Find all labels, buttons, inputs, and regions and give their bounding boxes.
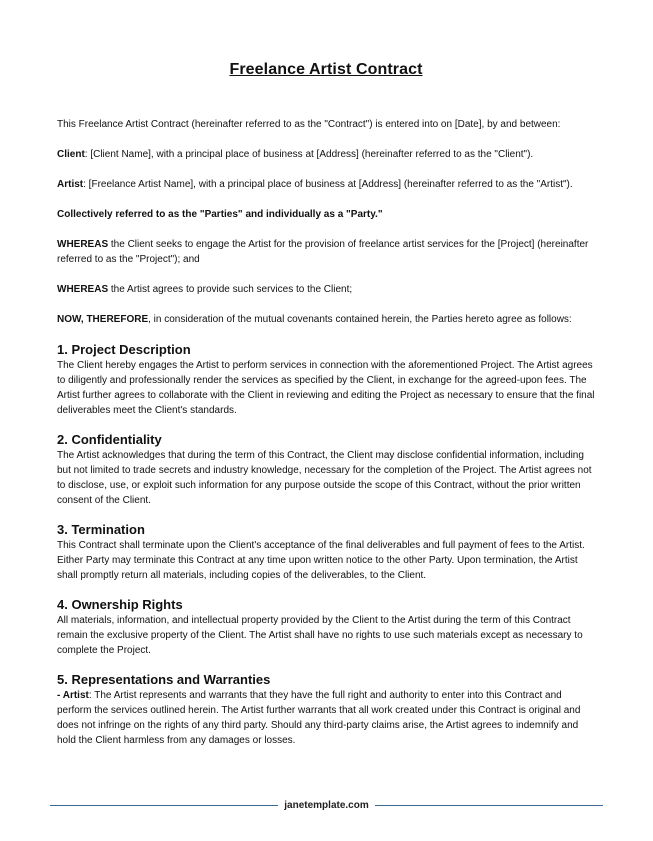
whereas-paragraph-2 [57, 282, 595, 297]
section-heading-termination: 3. Termination [57, 522, 145, 537]
section-body-ownership-rights: All materials, information, and intellectual property provided by the Client to the Artist during the term of this Contract remain the exclusive property of the Client. The Artist shall have no rights to use such materials except as necessary to complete the Project. [57, 615, 583, 656]
footer [50, 798, 603, 812]
section-body-representations-warranties [57, 688, 595, 748]
client-label: Client [57, 149, 85, 160]
whereas-paragraph-1 [57, 237, 595, 267]
section-heading-representations-warranties: 5. Representations and Warranties [57, 672, 271, 687]
now-therefore-label: NOW, THEREFORE [57, 314, 149, 325]
whereas-label-2: WHEREAS [57, 284, 109, 295]
footer-brand[interactable]: janetemplate.com [284, 799, 369, 811]
section-body-confidentiality: The Artist acknowledges that during the term of this Contract, the Client may disclose confidential information, including but not limited to trade secrets and industry knowledge, necessary for the completion of the Project. The Artist agrees not to disclose, use, or exploit such information for any purpose outside the scope of this Contract, without the prior written consent of the Client. [57, 450, 592, 506]
whereas-text-2: the Artist agrees to provide such services to the Client; [108, 284, 353, 295]
artist-warranty-label: - Artist [57, 690, 89, 701]
now-therefore-paragraph [57, 312, 595, 327]
artist-warranty-text: : The Artist represents and warrants that they have the full right and authority to enter into this Contract and perform the services outlined herein. The Artist further warrants that all work created under this Contract is original and does not infringe on the rights of any third party. Should any third-party claims arise, the Artist agrees to indemnify and hold the Client harmless from any damages or losses. [57, 690, 581, 746]
collectively-paragraph: Collectively referred to as the "Parties" and individually as a "Party." [57, 209, 383, 220]
client-text: : [Client Name], with a principal place of business at [Address] (hereinafter referred to as the "Client"). [84, 149, 534, 160]
footer-divider-left [50, 805, 278, 806]
whereas-text-1: the Client seeks to engage the Artist for the provision of freelance artist services for the [Project] (hereinafter referred to as the "Project"); and [57, 239, 589, 265]
section-heading-confidentiality: 2. Confidentiality [57, 432, 162, 447]
artist-label: Artist [57, 179, 84, 190]
artist-paragraph [57, 177, 595, 192]
whereas-label-1: WHEREAS [57, 239, 109, 250]
section-body-termination: This Contract shall terminate upon the Client's acceptance of the final deliverables and full payment of fees to the Artist. Either Party may terminate this Contract at any time upon written notice to the other Party. Upon termination, the Artist shall promptly return all materials, including copies of the deliverables, to the Client. [57, 540, 585, 581]
document-title: Freelance Artist Contract [229, 61, 423, 78]
client-paragraph [57, 147, 595, 162]
section-body-project-description: The Client hereby engages the Artist to perform services in connection with the aforementioned Project. The Artist agrees to diligently and professionally render the services as specified by the Client, in exchange for the agreed-upon fees. The Artist further agrees to collaborate with the Client in reviewing and editing the Project as necessary to ensure that the final deliverables meet the Client's standards. [57, 360, 595, 416]
section-heading-project-description: 1. Project Description [57, 342, 191, 357]
now-therefore-text: , in consideration of the mutual covenants contained herein, the Parties hereto agree as follows: [148, 314, 572, 325]
section-heading-ownership-rights: 4. Ownership Rights [57, 597, 183, 612]
artist-text: : [Freelance Artist Name], with a principal place of business at [Address] (hereinafter referred to as the "Artist"). [83, 179, 573, 190]
footer-divider-right [375, 805, 603, 806]
intro-paragraph: This Freelance Artist Contract (hereinafter referred to as the "Contract") is entered into on [Date], by and between: [57, 119, 561, 130]
